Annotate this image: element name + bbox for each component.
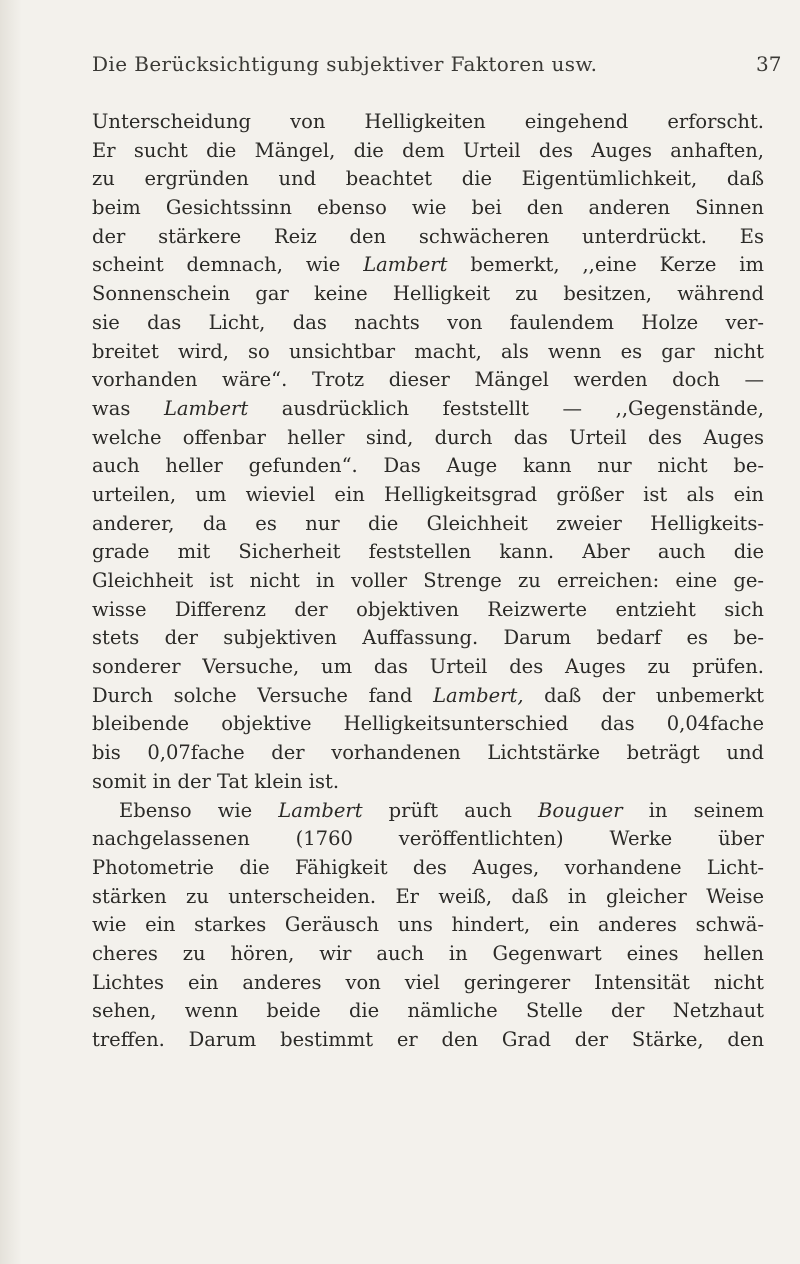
text-line <box>92 739 764 768</box>
text-line <box>92 194 764 223</box>
text-line <box>92 452 764 481</box>
text-line <box>92 510 764 539</box>
text-run: Er sucht die Mängel, die dem Urteil des Auges anhaften, <box>92 138 764 162</box>
italic-name: Lambert <box>163 396 249 420</box>
running-title: Die Berücksichtigung subjektiver Faktoren usw. <box>92 52 598 76</box>
text-run: stärken zu unterscheiden. Er weiß, daß in gleicher Weise <box>92 884 764 908</box>
text-run: bis 0,07fache der vorhandenen Lichtstärke beträgt und <box>92 741 764 765</box>
text-run: sehen, wenn beide die nämliche Stelle der Netzhaut <box>92 999 764 1023</box>
text-line <box>92 338 764 367</box>
text-run: stets der subjektiven Auffassung. Darum bedarf es be- <box>92 626 764 650</box>
text-line <box>92 596 764 625</box>
text-run: Unterscheidung von Helligkeiten eingehend erforscht. <box>92 110 764 133</box>
text-run: bleibende objektive Helligkeitsunterschied das 0,04fache <box>92 712 764 736</box>
text-run: was <box>92 396 164 420</box>
text-run: in seinem <box>622 798 764 822</box>
text-run: bemerkt, ,,eine Kerze im <box>447 253 764 277</box>
running-head <box>0 52 800 82</box>
text-line <box>92 567 764 596</box>
text-line <box>92 969 764 998</box>
text-line <box>92 137 764 166</box>
text-run: ausdrücklich feststellt — ,,Gegenstände, <box>248 396 764 420</box>
text-run: daß der unbemerkt <box>523 683 764 707</box>
text-run: Durch solche Versuche fand <box>92 683 434 707</box>
text-run: wisse Differenz der objektiven Reizwerte entzieht sich <box>92 597 764 621</box>
text-run: der stärkere Reiz den schwächeren unterdrückt. Es <box>92 224 764 248</box>
text-line <box>92 223 764 252</box>
text-run: anderer, da es nur die Gleichheit zweier Helligkeits- <box>92 511 764 535</box>
italic-name: Bouguer <box>538 798 623 822</box>
text-run: wie ein starkes Geräusch uns hindert, ein anderes schwä- <box>92 913 764 937</box>
italic-name: Lambert <box>278 798 363 822</box>
text-run: zu ergründen und beachtet die Eigentümlichkeit, daß <box>92 167 764 191</box>
page-number: 37 <box>756 52 782 76</box>
text-run: scheint demnach, wie <box>92 253 364 277</box>
text-run: grade mit Sicherheit feststellen kann. Aber auch die <box>92 540 764 564</box>
text-line <box>92 797 764 826</box>
body-text <box>92 108 764 1055</box>
text-run: prüft auch <box>362 798 539 822</box>
text-run: Gleichheit ist nicht in voller Strenge zu erreichen: eine ge- <box>92 569 764 592</box>
text-run: beim Gesichtssinn ebenso wie bei den anderen Sinnen <box>92 196 764 220</box>
text-line <box>92 481 764 510</box>
text-line <box>92 395 764 424</box>
text-line <box>92 883 764 912</box>
text-run: Sonnenschein gar keine Helligkeit zu besitzen, während <box>92 282 764 306</box>
text-line <box>92 653 764 682</box>
italic-name: Lambert <box>363 253 448 277</box>
text-run: Lichtes ein anderes von viel geringerer Intensität nicht <box>92 970 764 994</box>
text-line <box>92 768 764 797</box>
text-run: Ebenso wie <box>119 798 279 822</box>
text-run: sie das Licht, das nachts von faulendem Holze ver- <box>92 310 764 334</box>
text-run: cheres zu hören, wir auch in Gegenwart eines hellen <box>92 941 764 965</box>
text-line <box>92 710 764 739</box>
text-run: treffen. Darum bestimmt er den Grad der Stärke, den <box>92 1028 764 1051</box>
text-line <box>92 251 764 280</box>
page-edge-shadow <box>0 0 22 1264</box>
text-run: breitet wird, so unsichtbar macht, als wenn es gar nicht <box>92 339 764 363</box>
text-line <box>92 309 764 338</box>
italic-name: Lambert, <box>433 683 524 707</box>
text-line <box>92 538 764 567</box>
text-run: sonderer Versuche, um das Urteil des Auges zu prüfen. <box>92 655 764 679</box>
text-run: nachgelassenen (1760 veröffentlichten) Werke über <box>92 827 764 851</box>
text-run: somit in der Tat klein ist. <box>92 769 340 793</box>
text-run: Photometrie die Fähigkeit des Auges, vorhandene Licht- <box>92 855 764 879</box>
text-run: urteilen, um wieviel ein Helligkeitsgrad größer ist als ein <box>92 482 764 506</box>
text-line <box>92 624 764 653</box>
text-line <box>92 997 764 1026</box>
text-line <box>92 682 764 711</box>
text-run: welche offenbar heller sind, durch das Urteil des Auges <box>92 425 764 449</box>
text-line <box>92 854 764 883</box>
text-line <box>92 911 764 940</box>
text-line <box>92 940 764 969</box>
text-line <box>92 165 764 194</box>
text-line <box>92 280 764 309</box>
text-line <box>92 108 764 137</box>
text-line <box>92 825 764 854</box>
text-run: vorhanden wäre“. Trotz dieser Mängel werden doch — <box>92 368 764 392</box>
text-line <box>92 1026 764 1055</box>
text-run: auch heller gefunden“. Das Auge kann nur nicht be- <box>92 454 764 478</box>
text-line <box>92 366 764 395</box>
text-line <box>92 424 764 453</box>
